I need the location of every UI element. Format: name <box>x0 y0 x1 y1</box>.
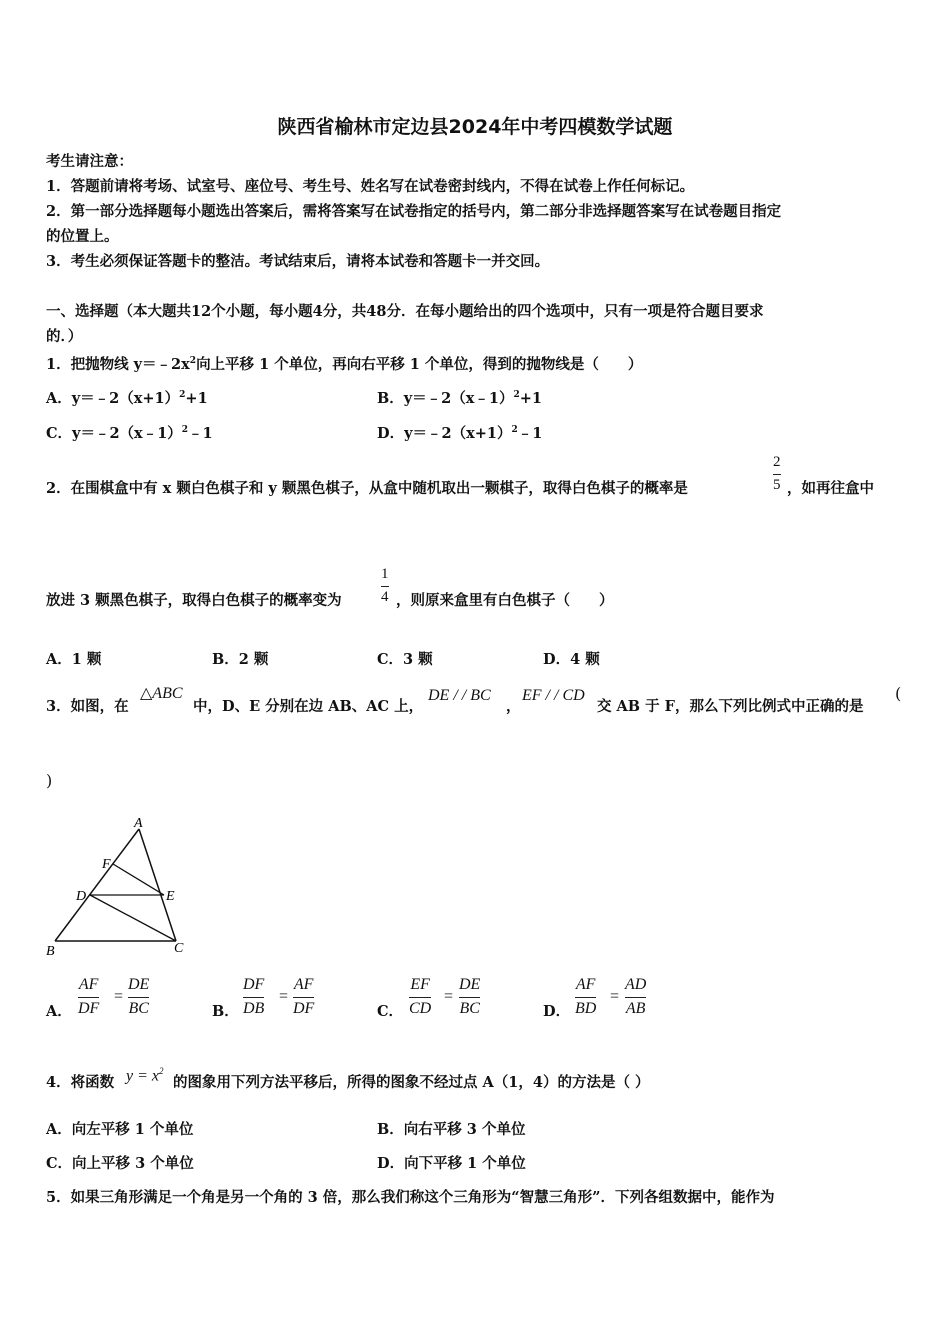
q3-option-d-equals: = <box>610 988 620 1005</box>
q2-stem-line2-end: ，则原来盒里有白色棋子（ ） <box>396 592 614 609</box>
q3-stem-end: 交 AB 于 F，那么下列比例式中正确的是 <box>597 698 864 715</box>
q3-triangle-abc: △ABC <box>140 685 183 702</box>
q3-stem-middle: 中，D、E 分别在边 AB、AC 上， <box>193 698 424 715</box>
q3-close-paren: ) <box>46 771 53 790</box>
q3-option-b-left-fraction: DF DB <box>243 976 265 1017</box>
q4-stem-end: 的图象用下列方法平移后，所得的图象不经过点 A（1，4）的方法是（ ） <box>173 1074 650 1091</box>
label-point-b: B <box>46 944 55 959</box>
q1-option-d: D．$y=﹣2(x+1)^2﹣1$ <box>377 424 543 442</box>
q3-option-b-right-fraction: AF DF <box>293 976 315 1017</box>
q2-option-a: A．1 颗 <box>46 651 102 668</box>
q5-stem: 5．如果三角形满足一个角是另一个角的 3 倍，那么我们称这个三角形为“智慧三角形”．下列各组数据中，能作为 <box>46 1189 775 1206</box>
q3-stem-start: 3．如图，在 <box>46 698 129 715</box>
q3-option-b-equals: = <box>279 988 289 1005</box>
page-title: 陕西省榆林市定边县2024年中考四模数学试题 <box>277 116 673 138</box>
q2-option-b: B．2 颗 <box>212 651 269 668</box>
label-point-a: A <box>134 816 143 831</box>
q2-stem-line2: 放进 3 颗黑色棋子，取得白色棋子的概率变为 <box>46 592 342 609</box>
q3-option-b-label: B． <box>212 1003 239 1020</box>
q2-stem-line1-end: ，如再往盒中 <box>787 480 874 497</box>
q4-function: $y = x^2$ <box>126 1066 164 1085</box>
notice-item-2a: 2．第一部分选择题每小题选出答案后，需将答案写在试卷指定的括号内，第二部分非选择题答案写在试卷题目指定 <box>46 203 782 220</box>
q3-option-a-right-fraction: DE BC <box>128 976 150 1017</box>
q2-stem-line1: 2．在围棋盒中有 x 颗白色棋子和 y 颗黑色棋子，从盒中随机取出一颗棋子，取得白色棋子的概率是 <box>46 480 688 497</box>
segment-ab <box>55 829 139 941</box>
q3-parallel-de-bc: DE / / BC <box>428 687 491 704</box>
label-point-d: D <box>76 889 87 904</box>
q2-fraction-one-quarter: 1 4 <box>381 566 389 605</box>
q3-open-paren: ( <box>895 684 902 703</box>
notice-item-2b: 的位置上。 <box>46 228 119 245</box>
label-point-e: E <box>166 889 175 904</box>
section-heading-line2: 的．） <box>46 328 83 345</box>
notice-item-3: 3．考生必须保证答题卡的整洁。考试结束后，请将本试卷和答题卡一并交回。 <box>46 253 550 270</box>
q4-stem-start: 4．将函数 <box>46 1074 115 1091</box>
q3-option-d-right-fraction: AD AB <box>625 976 647 1017</box>
q4-option-a: A．向左平移 1 个单位 <box>46 1121 194 1138</box>
notice-item-1: 1．答题前请将考场、试室号、座位号、考生号、姓名写在试卷密封线内，不得在试卷上作任何标记。 <box>46 178 695 195</box>
q3-parallel-ef-cd: EF / / CD <box>522 687 585 704</box>
q1-option-b: B．y＝﹣2（x﹣1）$^2$+1 <box>377 389 543 407</box>
q3-option-c-left-fraction: EF CD <box>409 976 432 1017</box>
q1-option-a: A．$y=﹣2(x+1)^2+1$ <box>46 389 208 407</box>
q3-comma: ， <box>506 698 521 715</box>
q3-option-d-label: D． <box>543 1003 571 1020</box>
section-heading-line1: 一、选择题（本大题共12个小题，每小题4分，共48分．在每小题给出的四个选项中，只有一项是符合题目要求 <box>46 303 764 320</box>
q4-option-b: B．向右平移 3 个单位 <box>377 1121 526 1138</box>
q3-option-a-left-fraction: AF DF <box>78 976 100 1017</box>
q4-option-c: C．向上平移 3 个单位 <box>46 1155 194 1172</box>
q3-option-a-label: A． <box>46 1003 72 1020</box>
q3-option-c-equals: = <box>444 988 454 1005</box>
label-point-c: C <box>174 941 184 956</box>
q3-option-d-left-fraction: AF BD <box>575 976 597 1017</box>
q3-option-c-label: C． <box>377 1003 404 1020</box>
q2-option-c: C．3 颗 <box>377 651 433 668</box>
q3-triangle-figure <box>40 815 200 960</box>
notice-heading: 考生请注意： <box>46 153 133 170</box>
q1-option-c: C．y＝﹣2（x﹣1）$^2$﹣1 <box>46 424 213 442</box>
q4-option-d: D．向下平移 1 个单位 <box>377 1155 526 1172</box>
q2-fraction-two-fifths: 2 5 <box>773 454 781 493</box>
label-point-f: F <box>102 857 111 872</box>
q3-option-a-equals: = <box>114 988 124 1005</box>
q3-option-c-right-fraction: DE BC <box>459 976 481 1017</box>
q2-option-d: D．4 颗 <box>543 651 600 668</box>
q1-stem: 1．把抛物线 $y=﹣2x^2$向上平移 1 个单位，再向右平移 1 个单位，得到的抛物线是（ ） <box>46 355 643 373</box>
